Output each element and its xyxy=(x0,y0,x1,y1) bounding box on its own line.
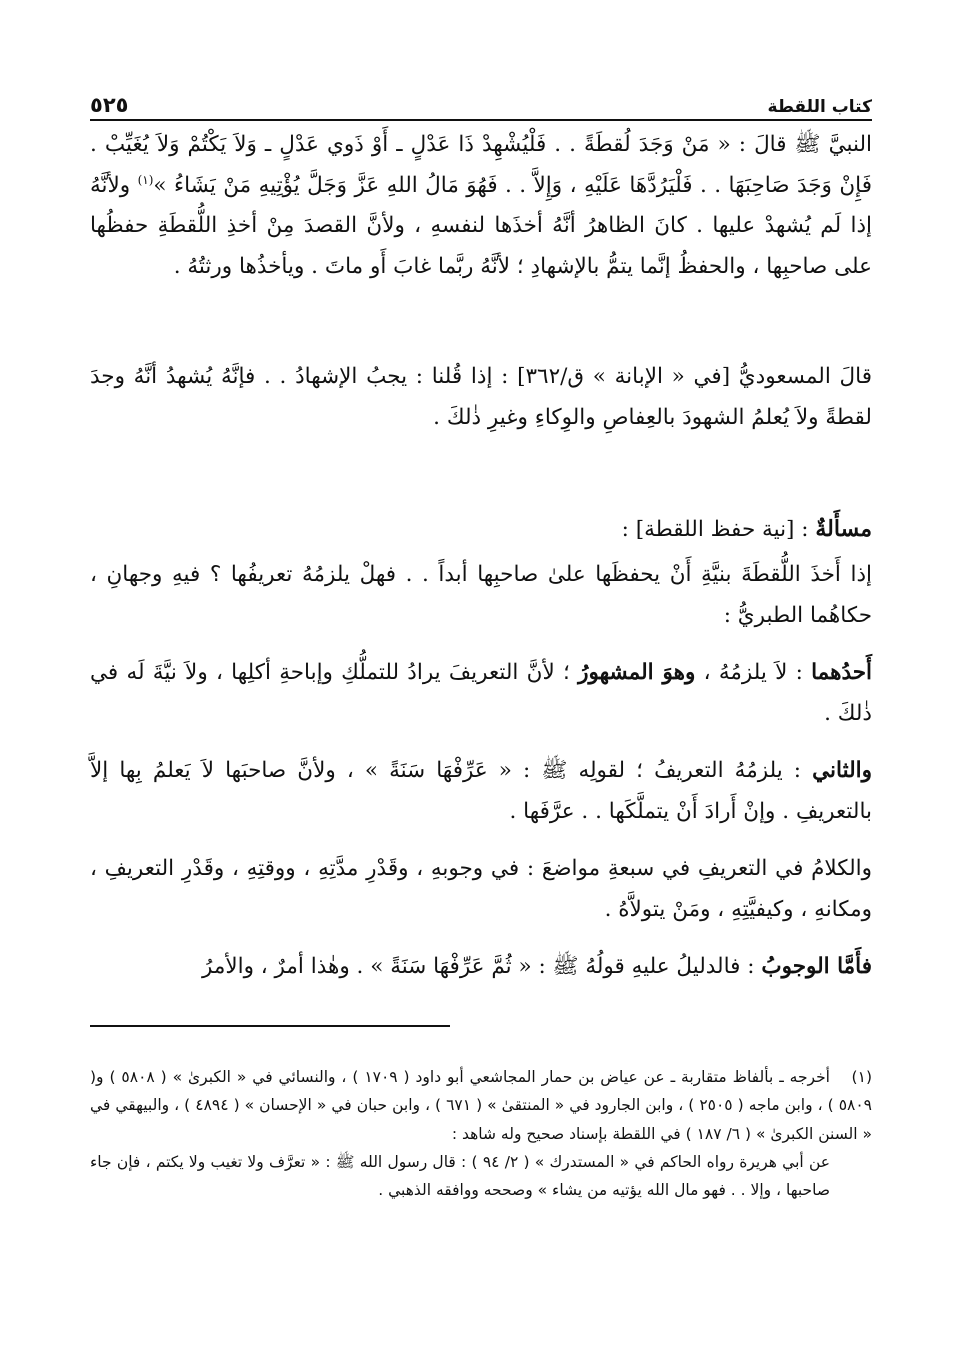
footnote-1 xyxy=(90,1063,872,1148)
first-view-text-a: : لاَ يلزمُهُ ، xyxy=(695,660,812,685)
obligation-text: : فالدليلُ عليهِ قولُهُ ﷺ : « ثُمَّ عَرِّفْهَا سَنَةً » . وهٰذا أمرٌ ، والأمرُ xyxy=(201,954,762,979)
footnote-separator xyxy=(90,1025,450,1027)
page-header xyxy=(90,85,872,117)
footnote-1-text: أخرجه ـ بألفاظ متقاربة ـ عن عياض بن حمار المجاشعي أبو داود ( ١٧٠٩ ) ، والنسائي في « الكبرىٰ » ( ٥٨٠٨ ) و( ٥٨٠٩ ) ، وابن ماجه ( ٢٥٠٥ ) ، وابن الجارود في « المنتقىٰ » ( ٦٧١ ) ، وابن حبان في « الإحسان » ( ٤٨٩٤ ) ، والبيهقي في « السنن الكبرىٰ » ( ٦/ ١٨٧ ) في اللقطة بإسناد صحيح وله شاهد : xyxy=(90,1068,872,1143)
header-rule xyxy=(90,119,872,121)
paragraph-first-view xyxy=(90,653,872,741)
question-title: : [نية حفظ اللقطة] : xyxy=(621,517,816,542)
obligation-label: فأَمَّا الوجوبُ xyxy=(761,954,872,979)
paragraph-obligation xyxy=(90,947,872,987)
hadith-text: النبيَّ ﷺ قالَ : « مَنْ وَجَدَ لُقطَةً . . فَلْيُشْهِدْ ذَا عَدْلٍ ـ أَوْ ذَوي عَدْلٍ ـ وَلاَ يَكْتُمْ وَلاَ يُغَيِّبْ . فَإِنْ وَجَدَ صَاحِبَهَا . . فَلْيَرُدَّهَا عَلَيْهِ ، وَإِلاَّ . . فَهُوَ مَالُ اللهِ عَزَّ وَجَلَّ يُؤْتِيهِ مَنْ يَشَاءُ » xyxy=(90,132,872,198)
footnote-ref: (١) xyxy=(137,172,154,187)
book-page xyxy=(90,85,872,1355)
footnotes xyxy=(90,1063,872,1204)
paragraph-masudi: قالَ المسعوديُّ [في « الإبانة » ق/٣٦٢] : إذا قُلنا : يجبُ الإشهادُ . . فإنَّهُ يُشهدُ أنَّهُ وجدَ لقطةً ولاَ يُعلمُ الشهودَ بالعِفاصِ والوِكاءِ وغيرِ ذٰلكَ . xyxy=(90,364,872,430)
paragraph-intro: إذا أَخذَ اللُّقطَةَ بنيَّةِ أَنْ يحفظَها علىٰ صاحبِها أبداً . . فهلْ يلزمُهُ تعريفُها ؟ فيهِ وجهانِ ، حكاهُما الطبريُّ : xyxy=(90,562,872,628)
first-view-label: أَحدُهما xyxy=(811,660,872,685)
question-label: مسأَلةٌ xyxy=(815,516,872,542)
second-view-text: : يلزمُهُ التعريفُ ؛ لقولِه ﷺ : « عَرِّفْهَا سَنَةً » ، ولأنَّ صاحبَها لاَ يَعلمُ بِها إلاَّ بالتعريفِ . وإنْ أَرادَ أَنْ يتملَّكَها . . عرَّفَها . xyxy=(90,758,872,824)
page-number: ٥٢٥ xyxy=(90,93,129,117)
footnote-marker: (١) xyxy=(851,1068,872,1086)
question-heading xyxy=(90,509,872,549)
running-title: كتاب اللقطة xyxy=(767,97,872,117)
main-text xyxy=(90,125,872,987)
paragraph-hadith xyxy=(90,125,872,335)
first-view-emphasis: وهوَ المشهورُ xyxy=(578,660,696,685)
paragraph-seven-topics: والكلامُ في التعريفِ في سبعةِ مواضعَ : في وجوبهِ ، وقَدْرِ مدَّتِهِ ، ووقتِهِ ، وقَدْرِ التعريفِ ، ومكانهِ ، وكيفيَّتِهِ ، ومَنْ يتولاَّهُ . xyxy=(90,856,872,922)
hadith-continuation: ولأنَّهُ إذا لَم يُشهدْ عليها . كانَ الظاهرُ أنَّهُ أخذَها لنفسهِ ، ولأنَّ القصدَ مِنْ أخذِ اللُّقطَةِ حفظُها على صاحبِها ، والحفظُ إنَّما يتمُّ بالإشهادِ ؛ لأنَّهُ ربَّما غابَ أَو ماتَ . ويأخذُها ورثتُهُ . xyxy=(90,172,872,279)
second-view-label: والثاني xyxy=(812,758,872,783)
footnote-1-continuation: عن أبي هريرة رواه الحاكم في « المستدرك » ( ٢/ ٩٤ ) : قال رسول الله ﷺ : « تعرَّف ولا تغيب ولا يكتم ، فإن جاء صاحبها ، وإلا . . فهو مال الله يؤتيه من يشاء » وصححه ووافقه الذهبي . xyxy=(90,1152,831,1200)
paragraph-second-view xyxy=(90,751,872,839)
first-view-text-b: ؛ لأنَّ التعريفَ يرادُ للتملُّكِ وإباحةِ أكلِها ، ولاَ نيَّةَ لَه في ذٰلكَ . xyxy=(90,660,872,726)
